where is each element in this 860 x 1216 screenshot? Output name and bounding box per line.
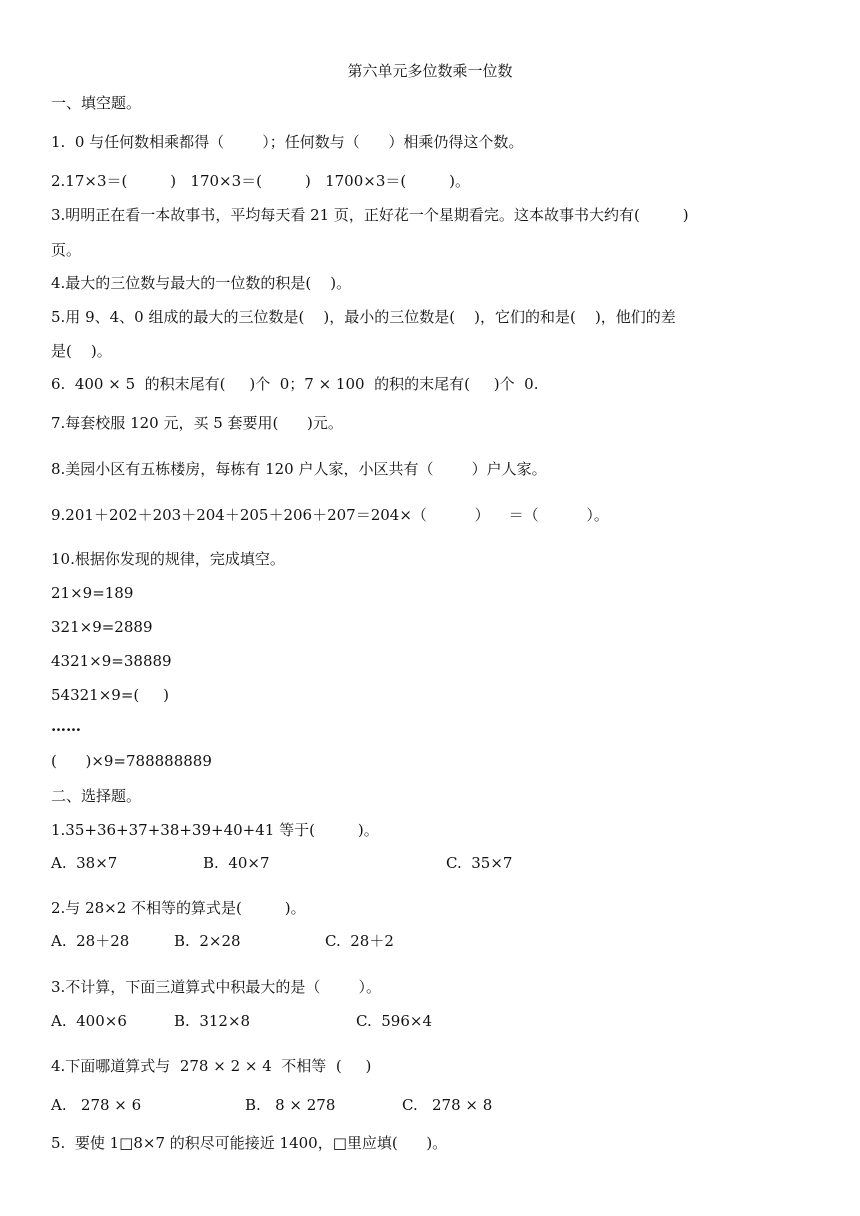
option-a: A. 278 × 6 [51,1096,142,1114]
question-6: 6. 400 × 5 的积末尾有( )个 0；7 × 100 的积的末尾有( )个 0. [51,375,539,393]
choice-question-4: 4.下面哪道算式与 278 × 2 × 4 不相等 ( ) [51,1057,372,1075]
question-3-line-2: 页。 [51,241,82,259]
question-2: 2.17×3＝( ) 170×3＝( ) 1700×3＝( )。 [51,172,470,190]
question-3-line-1: 3.明明正在看一本故事书，平均每天看 21 页，正好花一个星期看完。这本故事书大约有( ) [51,206,689,224]
choice-question-1: 1.35+36+37+38+39+40+41 等于( )。 [51,821,379,839]
choice-question-2: 2.与 28×2 不相等的算式是( )。 [51,899,306,917]
page-title: 第六单元多位数乘一位数 [347,62,513,80]
option-a: A. 28＋28 [51,932,130,950]
section-heading-choice: 二、选择题。 [51,787,142,805]
pattern-ellipsis: …… [51,717,81,735]
question-10-intro: 10.根据你发现的规律，完成填空。 [51,550,285,568]
question-8: 8.美园小区有五栋楼房，每栋有 120 户人家，小区共有（ ）户人家。 [51,460,547,478]
pattern-line: 321×9=2889 [51,618,153,636]
pattern-line: 54321×9=( ) [51,686,169,704]
pattern-line: 4321×9=38889 [51,652,172,670]
option-a: A. 38×7 [51,854,118,872]
choice-question-3: 3.不计算，下面三道算式中积最大的是（ ）。 [51,978,381,996]
choice-question-5: 5. 要使 1□8×7 的积尽可能接近 1400，□里应填( )。 [51,1134,448,1152]
option-a: A. 400×6 [51,1012,127,1030]
question-5-line-1: 5.用 9、4、0 组成的最大的三位数是( )，最小的三位数是( )，它们的和是( )，他们的差 [51,308,676,326]
pattern-line: ( )×9=788888889 [51,752,212,770]
question-9: 9.201＋202＋203＋204＋205＋206＋207＝204×（ ） ＝（ ）。 [51,506,609,524]
option-b: B. 40×7 [203,854,270,872]
option-c: C. 35×7 [446,854,513,872]
option-b: B. 312×8 [174,1012,251,1030]
question-7: 7.每套校服 120 元，买 5 套要用( )元。 [51,414,343,432]
question-4: 4.最大的三位数与最大的一位数的积是( )。 [51,274,352,292]
pattern-line: 21×9=189 [51,584,134,602]
option-c: C. 596×4 [356,1012,432,1030]
option-b: B. 2×28 [174,932,241,950]
section-heading-fill-blank: 一、填空题。 [51,94,142,112]
option-c: C. 278 × 8 [402,1096,493,1114]
question-5-line-2: 是( )。 [51,342,112,360]
option-b: B. 8 × 278 [245,1096,336,1114]
question-1: 1. 0 与任何数相乘都得（ ）；任何数与（ ）相乘仍得这个数。 [51,133,524,151]
option-c: C. 28＋2 [325,932,394,950]
